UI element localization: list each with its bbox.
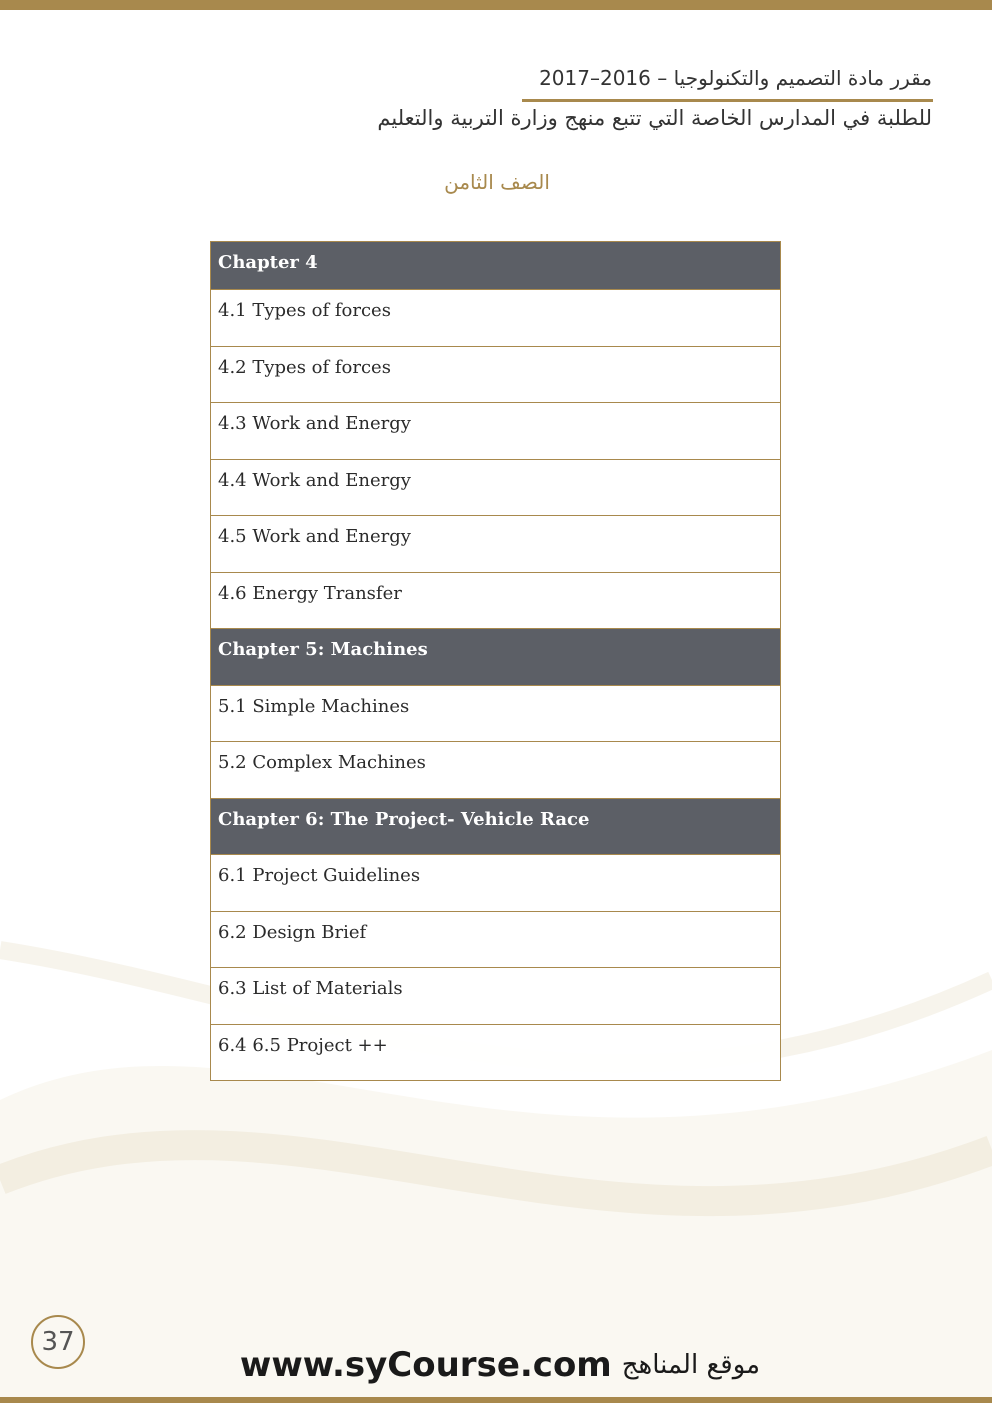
toc-item-row: 6.4 6.5 Project ++ (211, 1025, 780, 1080)
toc-item-row: 4.2 Types of forces (211, 347, 780, 403)
toc-item-row: 4.3 Work and Energy (211, 403, 780, 460)
toc-item-row: 5.2 Complex Machines (211, 742, 780, 799)
toc-item-row: 6.3 List of Materials (211, 968, 780, 1025)
site-name: موقع المناهج (621, 1350, 761, 1380)
top-accent-bar (0, 0, 992, 10)
bottom-accent-bar (0, 1397, 992, 1403)
audience-subtitle: للطلبة في المدارس الخاصة التي تتبع منهج وزارة التربية والتعليم (377, 106, 932, 130)
header-divider (522, 99, 933, 102)
grade-label: الصف الثامن (444, 170, 550, 194)
toc-item-row: 4.1 Types of forces (211, 290, 780, 347)
page-number: 37 (31, 1315, 85, 1369)
toc-chapter-row: Chapter 6: The Project- Vehicle Race (211, 799, 780, 855)
toc-item-row: 6.2 Design Brief (211, 912, 780, 968)
toc-item-row: 4.6 Energy Transfer (211, 573, 780, 629)
site-url[interactable]: www.syCourse.com (239, 1345, 612, 1385)
toc-item-row: 4.4 Work and Energy (211, 460, 780, 516)
toc-item-row: 5.1 Simple Machines (211, 686, 780, 742)
site-watermark (220, 1340, 780, 1390)
course-title: مقرر مادة التصميم والتكنولوجيا – 2016–2017 (539, 66, 932, 90)
toc-item-row: 4.5 Work and Energy (211, 516, 780, 573)
toc-chapter-row: Chapter 5: Machines (211, 629, 780, 686)
toc-chapter-row: Chapter 4 (211, 242, 780, 290)
table-of-contents (210, 241, 781, 1081)
toc-item-row: 6.1 Project Guidelines (211, 855, 780, 912)
